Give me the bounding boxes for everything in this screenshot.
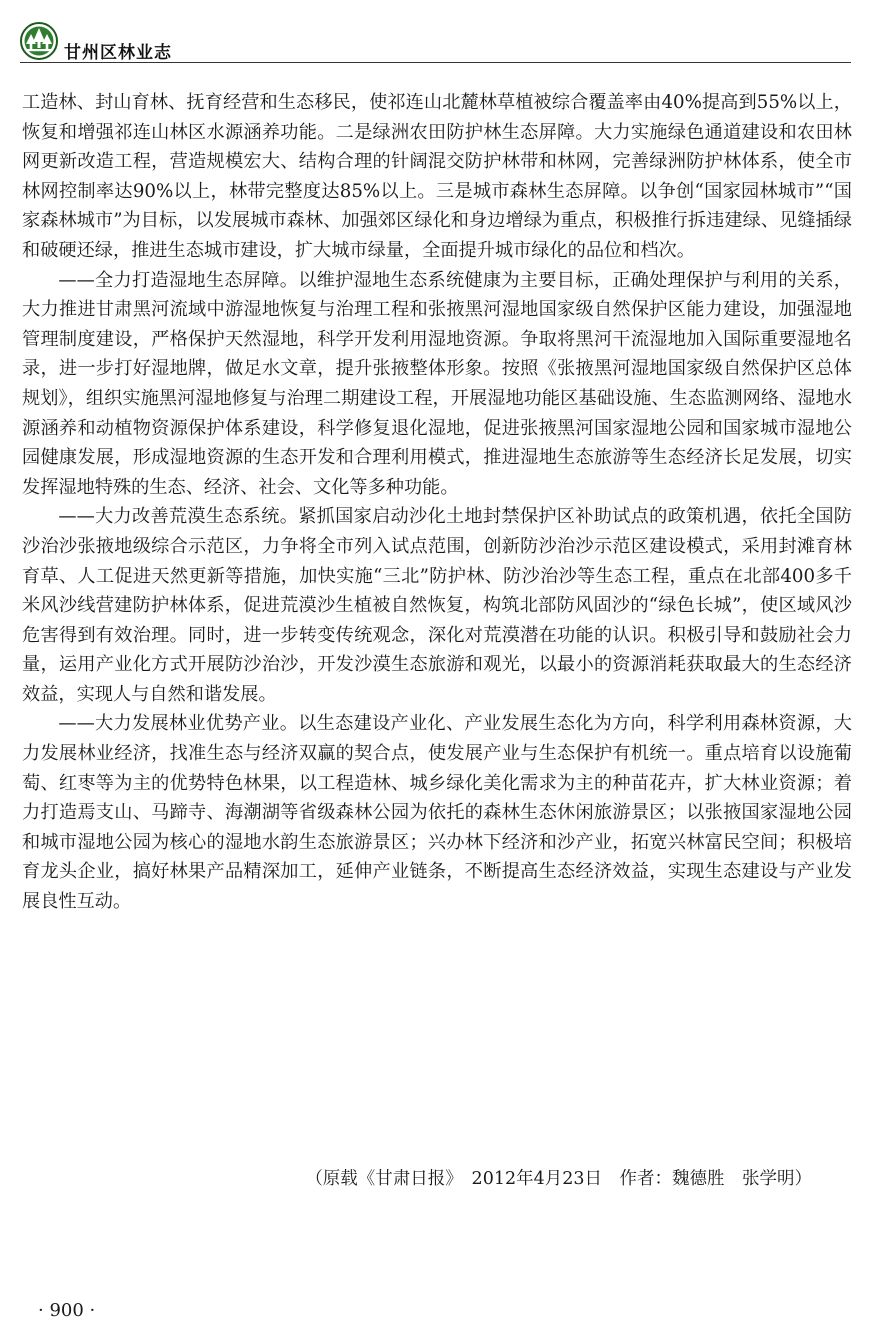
source-citation: （原载《甘肃日报》 2012年4月23日 作者：魏德胜 张学明） (305, 1169, 812, 1189)
forestry-emblem-icon (20, 22, 58, 60)
header-rule (20, 62, 851, 63)
paragraph-desert: ——大力改善荒漠生态系统。紧抓国家启动沙化土地封禁保护区补助试点的政策机遇，依托全国防沙治沙张掖地级综合示范区，力争将全市列入试点范围，创新防沙治沙示范区建设模式，采用封滩育林育草、人工促进天然更新等措施，加快实施“三北”防护林、防沙治沙等生态工程，重点在北部400多千米风沙线营建防护林体系，促进荒漠沙生植被自然恢复，构筑北部防风固沙的“绿色长城”，使区域风沙危害得到有效治理。同时，进一步转变传统观念，深化对荒漠潜在功能的认识。积极引导和鼓励社会力量，运用产业化方式开展防沙治沙，开发沙漠生态旅游和观光，以最小的资源消耗获取最大的生态经济效益，实现人与自然和谐发展。 (22, 506, 852, 705)
book-title: 甘州区林业志 (64, 43, 172, 63)
running-header (20, 22, 851, 62)
body-text (22, 88, 852, 917)
paragraph-wetland: ——全力打造湿地生态屏障。以维护湿地生态系统健康为主要目标，正确处理保护与利用的关系，大力推进甘肃黑河流域中游湿地恢复与治理工程和张掖黑河湿地国家级自然保护区能力建设，加强湿地管理制度建设，严格保护天然湿地，科学开发利用湿地资源。争取将黑河干流湿地加入国际重要湿地名录，进一步打好湿地牌，做足水文章，提升张掖整体形象。按照《张掖黑河湿地国家级自然保护区总体规划》，组织实施黑河湿地修复与治理二期建设工程，开展湿地功能区基础设施、生态监测网络、湿地水源涵养和动植物资源保护体系建设，科学修复退化湿地，促进张掖黑河国家湿地公园和国家城市湿地公园健康发展，形成湿地资源的生态开发和合理利用模式，推进湿地生态旅游等生态经济长足发展，切实发挥湿地特殊的生态、经济、社会、文化等多种功能。 (22, 269, 852, 498)
paragraph-continued: 工造林、封山育林、抚育经营和生态移民，使祁连山北麓林草植被综合覆盖率由40%提高到55%以上，恢复和增强祁连山林区水源涵养功能。二是绿洲农田防护林生态屏障。大力实施绿色通道建设和农田林网更新改造工程，营造规模宏大、结构合理的针阔混交防护林带和林网，完善绿洲防护林体系，使全市林网控制率达90%以上，林带完整度达85%以上。三是城市森林生态屏障。以争创“国家园林城市”“国家森林城市”为目标，以发展城市森林、加强郊区绿化和身边增绿为重点，积极推行拆违建绿、见缝插绿和破硬还绿，推进生态城市建设，扩大城市绿量，全面提升城市绿化的品位和档次。 (22, 92, 852, 261)
paragraph-industry: ——大力发展林业优势产业。以生态建设产业化、产业发展生态化为方向，科学利用森林资源，大力发展林业经济，找准生态与经济双赢的契合点，使发展产业与生态保护有机统一。重点培育以设施葡萄、红枣等为主的优势特色林果，以工程造林、城乡绿化美化需求为主的种苗花卉，扩大林业资源；着力打造焉支山、马蹄寺、海潮湖等省级森林公园为依托的森林生态休闲旅游景区；以张掖国家湿地公园和城市湿地公园为核心的湿地水韵生态旅游景区；兴办林下经济和沙产业，拓宽兴林富民空间；积极培育龙头企业，搞好林果产品精深加工，延伸产业链条，不断提高生态经济效益，实现生态建设与产业发展良性互动。 (22, 713, 852, 913)
page-number: · 900 · (38, 1300, 96, 1321)
